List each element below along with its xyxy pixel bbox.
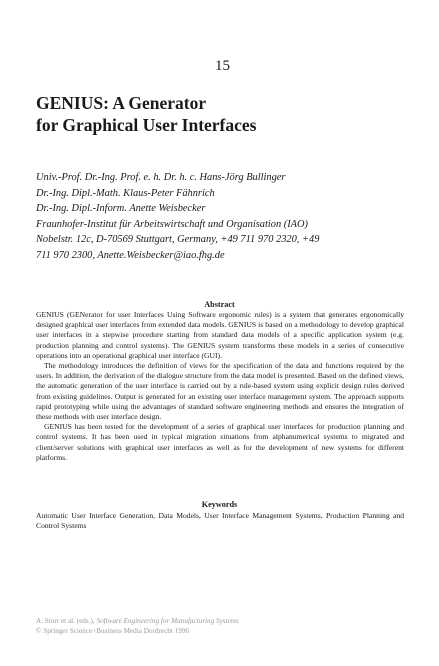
title-line-1: GENIUS: A Generator [36,93,207,113]
author-line: Dr.-Ing. Dipl.-Math. Klaus-Peter Fähnrich [36,187,215,199]
footer-book-title: Software Engineering for Manufacturing Systems [96,617,239,625]
address-line: Nobelstr. 12c, D-70569 Stuttgart, Germany, +49 711 970 2320, +49 [36,234,320,245]
abstract-body [36,310,404,463]
author-line: Dr.-Ing. Dipl.-Inform. Anette Weisbecker [36,203,206,214]
abstract-paragraph: GENIUS has been tested for the development of a series of graphical user interfaces for production planning and control systems. It has been used in typical migration situations from alphanumerical systems to migrated and client/server solutions with graphical user interfaces as well as for the development of new systems for different platforms. [36,422,404,462]
footer-citation [36,616,239,626]
author-line: Univ.-Prof. Dr.-Ing. Prof. e. h. Dr. h. c. Hans-Jörg Bullinger [36,172,286,183]
title-line-2: for Graphical User Interfaces [36,115,257,135]
keywords-text: Automatic User Interface Generation, Data Models, User Interface Management Systems, Production Planning and Control Systems [36,511,404,531]
footer-copyright: © Springer Science+Business Media Dordrecht 1996 [36,627,190,635]
page-number: 15 [215,58,230,74]
keywords-heading: Keywords [201,500,238,509]
contact-line: 711 970 2300, Anette.Weisbecker@iao.fhg.de [36,249,225,261]
abstract-paragraph: GENIUS (GENerator for user Interfaces Using Software ergonomic rules) is a system that generates ergonomically designed graphical user interfaces from extended data models. GENIUS is based on a methodology to develop graphical user interfaces in a stepwise procedure starting from standard data models of a specific application system (e.g. production planning and control systems). The GENIUS system transforms these models in a series of consecutive operations into an operational graphical user interface (GUI). [36,310,404,360]
paper-title [36,92,416,136]
abstract-heading: Abstract [204,300,235,309]
author-block [36,170,426,263]
copyright-footer [36,616,239,636]
affiliation-line: Fraunhofer-Institut für Arbeitswirtschaft und Organisation (IAO) [36,218,308,230]
abstract-paragraph: The methodology introduces the definition of views for the specification of the data and functions required by the users. In addition, the derivation of the dialogue structure from the data model is presented. Based on the defined views, the automatic generation of the user interface is carried out by a rule-based system using explicit design rules derived from existing guidelines. Output is generated for an existing user interface management system. The approach supports rapid prototyping while using the advantages of standard software engineering methods and ensures the integration of these methods with user interface design. [36,361,404,422]
footer-editors: A. Storr et al. (eds.), [36,617,97,625]
